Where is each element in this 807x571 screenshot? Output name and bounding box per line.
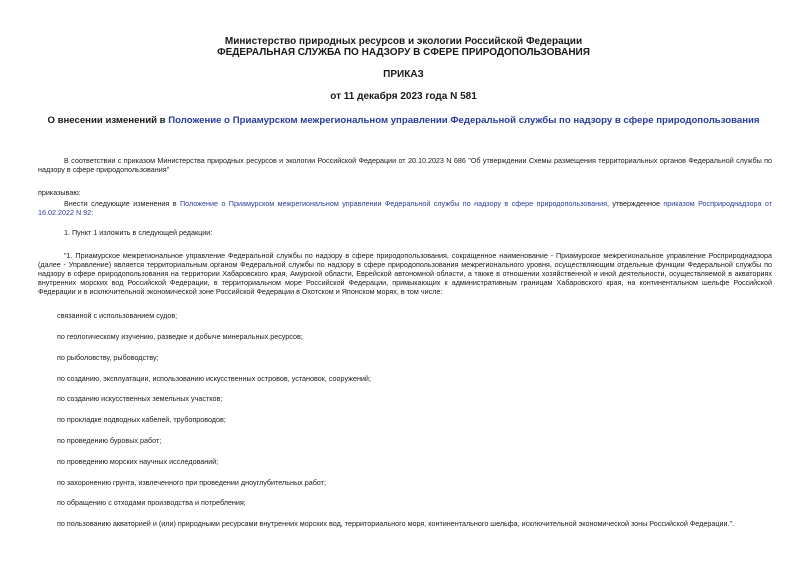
point-1-paragraph: 1. Пункт 1 изложить в следующей редакции:	[64, 228, 213, 237]
list-item: по геологическому изучению, разведке и добыче минеральных ресурсов;	[57, 332, 303, 341]
subject-regulation-link[interactable]: Положение о Приамурском межрегиональном управлении Федеральной службы по надзору в сфере природопользования	[168, 115, 760, 126]
quote-paragraph: "1. Приамурское межрегиональное управление Федеральной службы по надзору в сфере природопользования, сокращенное наименование - Приамурское межрегиональное управление Росприроднадзора (далее - Управление) является территориальным органом Федеральной службы по надзору в сфере природопользования межрегионального уровня, осуществляющим отдельные функции Федеральной службы по надзору в сфере природопользования на территории Хабаровского края, Амурской области, Еврейской автономной области, а также в отношении хозяйственной и иной деятельности, осуществляемой в акваториях внутренних морских вод Российской Федерации, в территориальном море Российской Федерации, примыкающих к административным границам Хабаровского края, на континентальном шельфе Российской Федерации и в исключительной экономической зоне Российской Федерации в Охотском и Японском морях, в том числе:	[38, 251, 772, 296]
change-prefix: Внести следующие изменения в	[64, 199, 180, 208]
change-paragraph	[38, 199, 772, 217]
ministry-name: Министерство природных ресурсов и экологии Российской Федерации	[224, 36, 583, 47]
prikazyvayu-text: приказываю:	[38, 188, 81, 197]
document-type: ПРИКАЗ	[383, 69, 424, 80]
list-item: по прокладке подводных кабелей, трубопроводов;	[57, 415, 226, 424]
change-mid: , утвержденное	[606, 199, 664, 208]
list-item: по созданию, эксплуатации, использованию искусственных островов, установок, сооружений;	[57, 374, 371, 383]
list-item: по захоронению грунта, извлеченного при проведении дноуглубительных работ;	[57, 478, 326, 487]
list-item: по созданию искусственных земельных участков;	[57, 394, 223, 403]
list-item: по пользованию акваторией и (или) природными ресурсами внутренних морских вод, территориального моря, континентального шельфа, исключительной экономической зоны Российской Федерации.".	[57, 519, 735, 528]
document-date-number: от 11 декабря 2023 года N 581	[330, 91, 477, 102]
list-item: по рыболовству, рыбоводству;	[57, 353, 159, 362]
regulation-link[interactable]: Положение о Приамурском межрегиональном управлении Федеральной службы по надзору в сфере природопользования	[179, 199, 607, 208]
service-name: ФЕДЕРАЛЬНАЯ СЛУЖБА ПО НАДЗОРУ В СФЕРЕ ПРИРОДОПОЛЬЗОВАНИЯ	[217, 47, 590, 58]
change-suffix: :	[91, 208, 94, 217]
list-item: связанной с использованием судов;	[57, 311, 178, 320]
list-item: по проведению морских научных исследований;	[57, 457, 219, 466]
intro-paragraph: В соответствии с приказом Министерства природных ресурсов и экологии Российской Федерации от 20.10.2023 N 686 "Об утверждении Схемы размещения территориальных органов Федеральной службы по надзору в сфере природопользования"	[38, 156, 772, 174]
list-item: по обращению с отходами производства и потребления;	[57, 498, 246, 507]
list-item: по проведению буровых работ;	[57, 436, 162, 445]
order-link[interactable]: приказом Росприроднадзора от 16.02.2022 N 92	[38, 199, 772, 217]
document-subject	[0, 115, 807, 126]
subject-prefix: О внесении изменений в	[47, 115, 169, 126]
